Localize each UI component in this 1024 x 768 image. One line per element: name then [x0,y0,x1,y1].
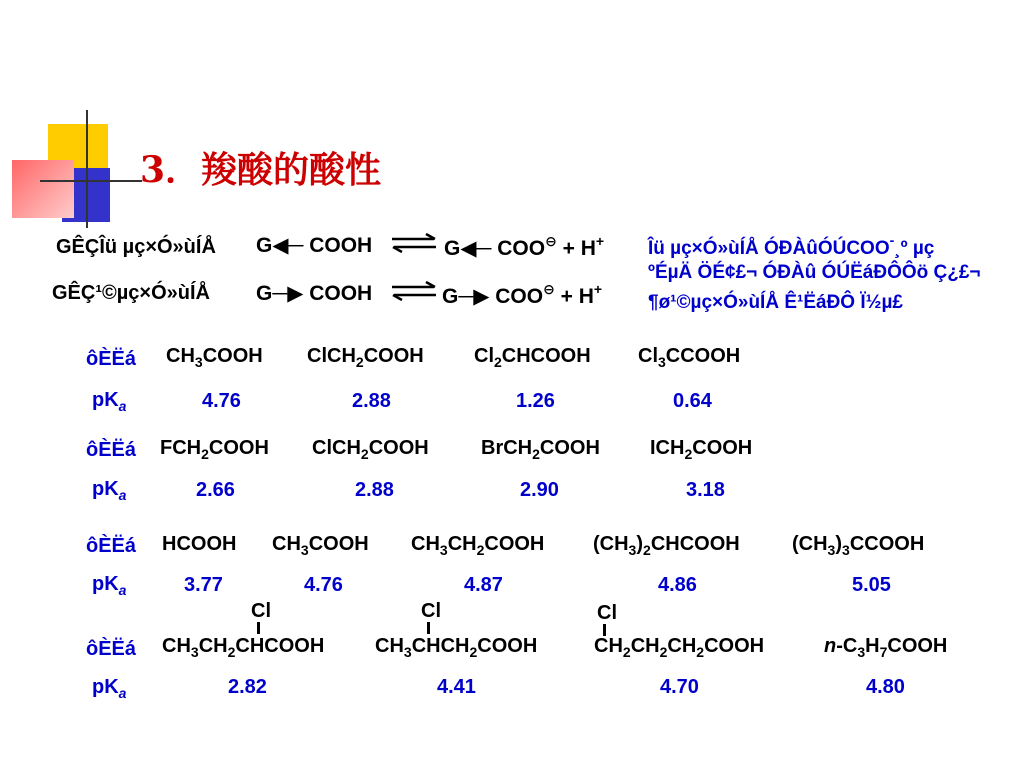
deco-horizontal-line [40,180,142,182]
series2-pka-label: $pK_a$ [92,478,127,503]
s4-pka-4: 4.80 [866,676,905,698]
s4-pka-1: 2.82 [228,676,267,698]
donating-label: GÊÇ¹©µç×Ó»ùÍÅ [52,282,210,304]
s3-acid-4: $(CH_3)_2CHCOOH$ [593,533,740,558]
series3-label: ôÈËá [86,535,137,557]
deco-vertical-line [86,110,88,228]
s2-pka-4: 3.18 [686,479,725,501]
s4-cl-1: Cl [251,600,271,622]
s4-acid-2: $CH_3CHCH_2COOH$ [375,635,538,660]
note-line-2: ºÉµÄ ÖÉ¢£¬ ÓÐÀû ÓÚËáÐÔÔö Ç¿£¬ [648,262,981,283]
s2-acid-3: BrCH$_2$COOH [481,437,600,462]
s1-pka-4: 0.64 [673,390,712,412]
s4-pka-3: 4.70 [660,676,699,698]
s4-acid-3: $CH_2CH_2CH_2COOH$ [594,635,765,660]
series3-pka-label: $pK_a$ [92,573,127,598]
s3-acid-5: $(CH_3)_3CCOOH$ [792,533,925,558]
s1-pka-1: 4.76 [202,390,241,412]
s4-cl-3: Cl [597,602,617,624]
s3-pka-2: 4.76 [304,574,343,596]
s4-bond-2 [427,622,430,634]
s1-acid-2: ClCH$_2$COOH [307,345,424,370]
s4-bond-1 [257,622,260,634]
eq1-left: G◀─ COOH [256,234,373,257]
eq2-right: G─▶ COO⊖ + H+ [442,281,603,308]
equilibrium-arrow-icon-1 [390,232,438,254]
s1-pka-3: 1.26 [516,390,555,412]
s4-acid-1: $CH_3CH_2CHCOOH$ [162,635,325,660]
s2-pka-2: 2.88 [355,479,394,501]
s3-pka-5: 5.05 [852,574,891,596]
arrow-left-icon: ◀─ [272,234,304,257]
s3-pka-1: 3.77 [184,574,223,596]
s3-acid-3: $CH_3CH_2COOH$ [411,533,545,558]
s4-acid-4: $n-C_3H_7COOH$ [824,635,948,660]
s2-pka-1: 2.66 [196,479,235,501]
s1-acid-4: $Cl_3CCOOH$ [638,345,741,370]
s1-acid-1: $CH_3COOH$ [166,345,263,370]
s2-acid-1: $FCH_2COOH$ [160,437,269,462]
arrow-right-icon: ─▶ [458,285,490,308]
page-title: 3．羧酸的酸性 [140,149,382,191]
s1-pka-2: 2.88 [352,390,391,412]
s3-pka-4: 4.86 [658,574,697,596]
withdrawing-label: GÊÇÎü µç×Ó»ùÍÅ [56,236,216,258]
s3-acid-1: HCOOH [162,533,237,555]
s4-pka-2: 4.41 [437,676,476,698]
eq2-left: G─▶ COOH [256,282,373,305]
s2-acid-4: $ICH_2COOH$ [650,437,753,462]
series1-pka-label: $pK_a$ [92,389,127,414]
eq1-right: G◀─ COO⊖ + H+ [444,233,605,260]
series2-label: ôÈËá [86,439,137,461]
s2-pka-3: 2.90 [520,479,559,501]
arrow-right-icon: ─▶ [272,282,304,305]
series4-label: ôÈËá [86,638,137,660]
deco-red-square [12,160,74,218]
s2-acid-2: ClCH$_2$COOH [312,437,429,462]
arrow-left-icon: ◀─ [460,237,492,260]
s4-cl-2: Cl [421,600,441,622]
series4-pka-label: $pK_a$ [92,676,127,701]
note-line-3: ¶ø¹©µç×Ó»ùÍÅ Ê¹ËáÐÔ Ï½µ£ [648,292,903,313]
equilibrium-arrow-icon-2 [390,280,438,302]
s1-acid-3: $Cl_2CHCOOH$ [474,345,591,370]
note-line-1: Îü µç×Ó»ùÍÅ ÓÐÀûÓÚCOO-¸º µç [648,232,935,259]
s3-acid-2: $CH_3COOH$ [272,533,369,558]
series1-label: ôÈËá [86,348,137,370]
s3-pka-3: 4.87 [464,574,503,596]
